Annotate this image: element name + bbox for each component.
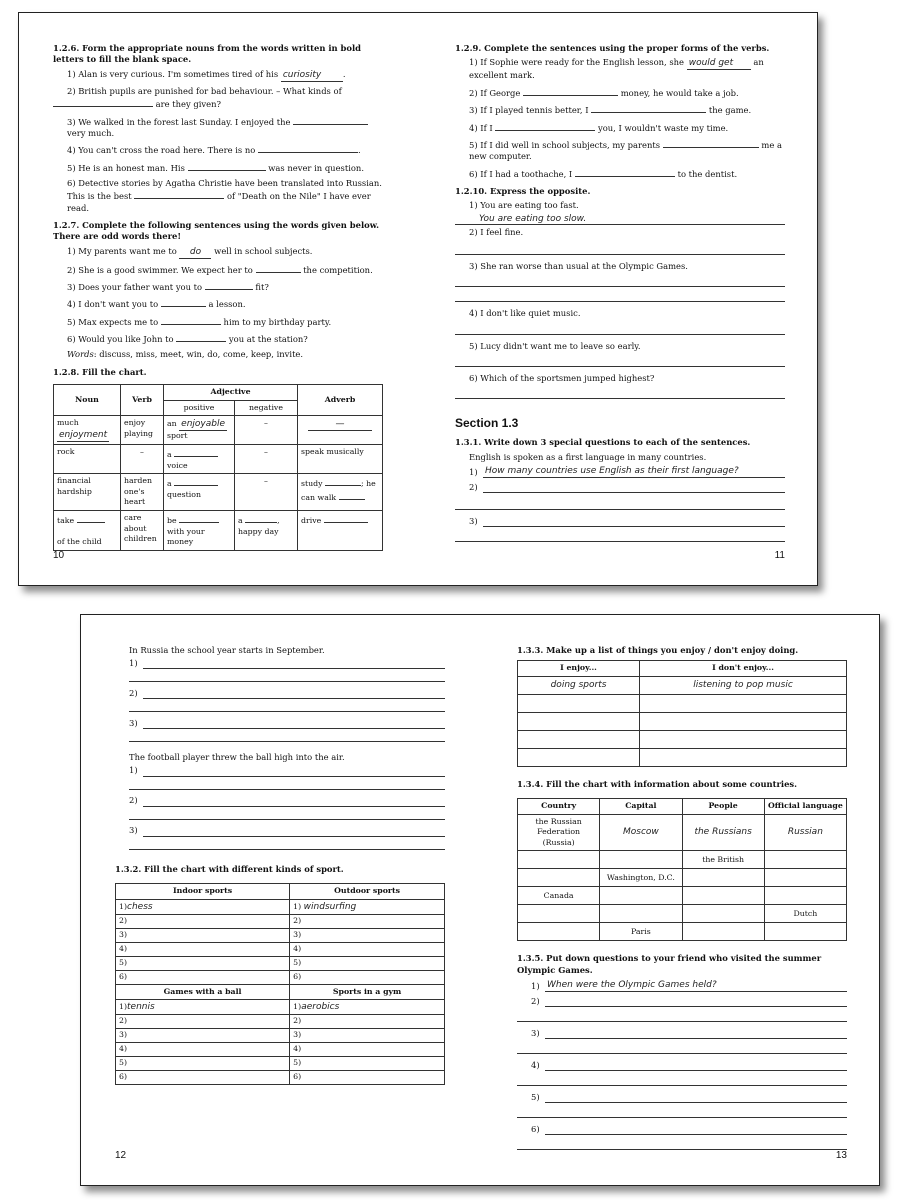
handwritten-answer: aerobics xyxy=(301,1002,340,1013)
spread-pages-10-11 xyxy=(18,12,818,586)
answer-line-1: 1) xyxy=(115,764,445,777)
ex-1-2-6-title: 1.2.6. Form the appropriate nouns from the words written in bold letters to fill the blank space. xyxy=(53,43,362,65)
ex-1-2-6-item-5: 5) He is an honest man. His was never in question. xyxy=(67,162,364,173)
ex-1-2-9-item-3: 3) If I played tennis better, I the game. xyxy=(469,105,752,116)
table-row: 3) 3) xyxy=(116,1029,445,1043)
handwritten-answer: curiosity xyxy=(281,69,343,82)
th-capital: Capital xyxy=(600,799,682,815)
table-row: 2) 2) xyxy=(116,914,445,928)
handwritten-answer: the Russians xyxy=(682,814,764,851)
chart-word-forms xyxy=(53,384,383,551)
ex-1-2-9-item-1: 1) If Sophie were ready for the English lesson, she would get an excellent mark. xyxy=(469,57,764,81)
ex-1-2-9-item-2: 2) If George money, he would take a job. xyxy=(469,87,739,98)
answer-line xyxy=(455,238,785,255)
section-heading: Section 1.3 xyxy=(455,416,519,431)
th-negative: negative xyxy=(235,400,298,416)
ex-1-2-10-item-4: 4) I don't like quiet music. xyxy=(469,308,581,319)
table-row: 4) 4) xyxy=(116,942,445,956)
th-enjoy: I enjoy... xyxy=(518,661,640,677)
ex-1-3-1-title: 1.3.1. Write down 3 special questions to each of the sentences. xyxy=(455,437,751,448)
chart-enjoy xyxy=(517,660,847,767)
handwritten-answer: enjoyable xyxy=(179,418,227,431)
table-row: 3) 3) xyxy=(116,928,445,942)
spread-pages-12-13 xyxy=(80,614,880,1186)
table-row: Dutch xyxy=(518,905,847,923)
table-row: 1)tennis 1)aerobics xyxy=(116,1000,445,1015)
ex-1-3-1-sentence: English is spoken as a first language in many countries. xyxy=(469,451,707,462)
handwritten-answer: Russian xyxy=(764,814,846,851)
handwritten-answer: doing sports xyxy=(518,676,640,694)
ex-1-2-10-item-5: 5) Lucy didn't want me to leave so early. xyxy=(469,340,641,351)
ex-1-2-6-item-4: 4) You can't cross the road here. There is no . xyxy=(67,145,361,156)
answer-line-3: 3) xyxy=(115,716,445,729)
ex-1-2-10-item-2: 2) I feel fine. xyxy=(469,226,524,237)
handwritten-answer: tennis xyxy=(127,1002,155,1013)
handwritten-answer: chess xyxy=(127,901,153,912)
answer-line-5: 5) xyxy=(517,1090,847,1103)
answer-line-2: 2) xyxy=(115,794,445,807)
ex-1-2-6-item-6: 6) Detective stories by Agatha Christie have been translated into Russian. This is the best of "Death on the Nile" I have ever read. xyxy=(67,177,382,213)
ex-1-3-4-title: 1.3.4. Fill the chart with information about some countries. xyxy=(517,778,798,789)
ex-1-3-3-title: 1.3.3. Make up a list of things you enjoy / don't enjoy doing. xyxy=(517,645,799,655)
answer-line xyxy=(455,384,785,399)
answer-line-2: 2) xyxy=(115,686,445,699)
answer-line-2: 2) xyxy=(455,480,785,493)
page-13 xyxy=(517,645,847,1185)
sentence-1: In Russia the school year starts in September. xyxy=(129,645,325,655)
th-sports-gym: Sports in a gym xyxy=(290,984,445,1000)
ex-1-2-10-item-3: 3) She ran worse than usual at the Olympic Games. xyxy=(469,260,688,271)
answer-line-6: 6) xyxy=(517,1122,847,1135)
page-10 xyxy=(53,43,383,585)
page-12 xyxy=(115,645,445,1185)
ex-1-2-6-item-1: 1) Alan is very curious. I'm sometimes tired of his curiosity . xyxy=(53,69,383,82)
table-row: rock – a voice – speak musically xyxy=(54,445,383,474)
table-row: take of the child care about children be with your money a , happy day drive xyxy=(54,511,383,551)
th-adjective: Adjective xyxy=(164,385,298,401)
answer-line-1: 1) xyxy=(115,656,445,669)
answer-line-1: 1) How many countries use English as their first language? xyxy=(455,465,785,478)
answer-line xyxy=(455,495,785,510)
table-row xyxy=(518,694,847,712)
table-row: 5) 5) xyxy=(116,1057,445,1071)
th-people: People xyxy=(682,799,764,815)
handwritten-answer: Moscow xyxy=(600,814,682,851)
th-language: Official language xyxy=(764,799,846,815)
ex-1-2-7-item-4: 4) I don't want you to a lesson. xyxy=(67,299,246,310)
ex-1-2-9-item-5: 5) If I did well in school subjects, my parents me a new computer. xyxy=(469,139,782,162)
answer-line-2: 2) xyxy=(517,994,847,1007)
handwritten-answer: When were the Olympic Games held? xyxy=(545,979,847,992)
table-row: financial hardship harden one's heart a question – study ; he can walk xyxy=(54,474,383,511)
ex-1-2-7-item-5: 5) Max expects me to him to my birthday party. xyxy=(67,316,332,327)
ex-1-2-10-item-6: 6) Which of the sportsmen jumped highest? xyxy=(469,372,655,383)
table-row: 2) 2) xyxy=(116,1015,445,1029)
table-row: the Russian Federation (Russia) Moscow the Russians Russian xyxy=(518,814,847,851)
page-number-10: 10 xyxy=(53,550,65,561)
table-row: 6) 6) xyxy=(116,970,445,984)
th-noun: Noun xyxy=(54,385,121,416)
table-row: 5) 5) xyxy=(116,956,445,970)
th-indoor: Indoor sports xyxy=(116,884,290,900)
chart-countries xyxy=(517,798,847,941)
answer-line xyxy=(455,352,785,367)
page-11 xyxy=(455,43,785,585)
table-row: 4) 4) xyxy=(116,1043,445,1057)
table-row: 6) 6) xyxy=(116,1071,445,1085)
ex-1-2-9-item-4: 4) If I you, I wouldn't waste my time. xyxy=(469,122,729,133)
ex-1-2-7-words: Words: discuss, miss, meet, win, do, come, keep, invite. xyxy=(67,349,304,360)
table-row: Canada xyxy=(518,887,847,905)
answer-line-3: 3) xyxy=(517,1026,847,1039)
th-verb: Verb xyxy=(121,385,164,416)
ex-1-2-7-item-2: 2) She is a good swimmer. We expect her to the competition. xyxy=(67,264,373,275)
ex-1-3-2-title: 1.3.2. Fill the chart with different kinds of sport. xyxy=(115,863,344,874)
answer-line xyxy=(455,320,785,335)
answer-line-4: 4) xyxy=(517,1058,847,1071)
table-row: the British xyxy=(518,851,847,869)
page-number-11: 11 xyxy=(774,550,785,561)
answer-line-3: 3) xyxy=(455,514,785,527)
table-row: 1)chess 1) windsurfing xyxy=(116,899,445,914)
answer-line xyxy=(455,287,785,302)
ex-1-2-8-title: 1.2.8. Fill the chart. xyxy=(53,366,147,377)
table-row: Washington, D.C. xyxy=(518,869,847,887)
page-number-13: 13 xyxy=(835,1150,847,1161)
th-country: Country xyxy=(518,799,600,815)
ex-1-2-10-title: 1.2.10. Express the opposite. xyxy=(455,185,591,196)
th-games-ball: Games with a ball xyxy=(116,984,290,1000)
table-row: Paris xyxy=(518,923,847,941)
handwritten-answer: — xyxy=(308,418,372,431)
chart-kinds-of-sport xyxy=(115,883,445,1085)
handwritten-answer: do xyxy=(179,246,211,259)
ex-1-2-9-title: 1.2.9. Complete the sentences using the proper forms of the verbs. xyxy=(455,43,770,53)
sentence-2: The football player threw the ball high into the air. xyxy=(129,752,345,763)
handwritten-answer: How many countries use English as their first language? xyxy=(483,465,785,478)
table-row: much enjoyment enjoy playing an enjoyable sport – — xyxy=(54,416,383,445)
answer-line xyxy=(455,529,785,542)
handwritten-answer: listening to pop music xyxy=(640,676,847,694)
table-row xyxy=(518,712,847,730)
handwritten-answer: would get xyxy=(687,57,751,70)
ex-1-2-9-item-6: 6) If I had a toothache, I to the dentist. xyxy=(469,168,738,179)
ex-1-2-7-item-1: 1) My parents want me to do well in school subjects. xyxy=(53,246,383,259)
answer-line-1: 1) When were the Olympic Games held? xyxy=(517,979,847,992)
answer-line-3: 3) xyxy=(115,824,445,837)
ex-1-2-7-item-6: 6) Would you like John to you at the station? xyxy=(67,334,308,345)
ex-1-3-5-title: 1.3.5. Put down questions to your friend who visited the summer Olympic Games. xyxy=(517,953,822,975)
th-outdoor: Outdoor sports xyxy=(290,884,445,900)
handwritten-answer: windsurfing xyxy=(303,901,357,912)
th-positive: positive xyxy=(164,400,235,416)
ex-1-2-10-item-1: 1) You are eating too fast. xyxy=(469,200,579,211)
th-adverb: Adverb xyxy=(298,385,383,416)
table-row xyxy=(518,748,847,766)
ex-1-2-7-title: 1.2.7. Complete the following sentences using the words given below. There are odd words there! xyxy=(53,219,380,242)
answer-line xyxy=(455,272,785,287)
handwritten-answer: enjoyment xyxy=(57,429,109,442)
table-row xyxy=(518,730,847,748)
table-row xyxy=(518,676,847,694)
page-number-12: 12 xyxy=(115,1150,127,1161)
ex-1-2-6-item-2: 2) British pupils are punished for bad behaviour. – What kinds of are they given? xyxy=(53,86,383,111)
handwritten-answer: You are eating too slow. xyxy=(455,212,785,225)
ex-1-2-7-item-3: 3) Does your father want you to fit? xyxy=(67,282,269,293)
th-dont-enjoy: I don't enjoy... xyxy=(640,661,847,677)
ex-1-2-6-item-3: 3) We walked in the forest last Sunday. I enjoyed the very much. xyxy=(53,115,383,140)
